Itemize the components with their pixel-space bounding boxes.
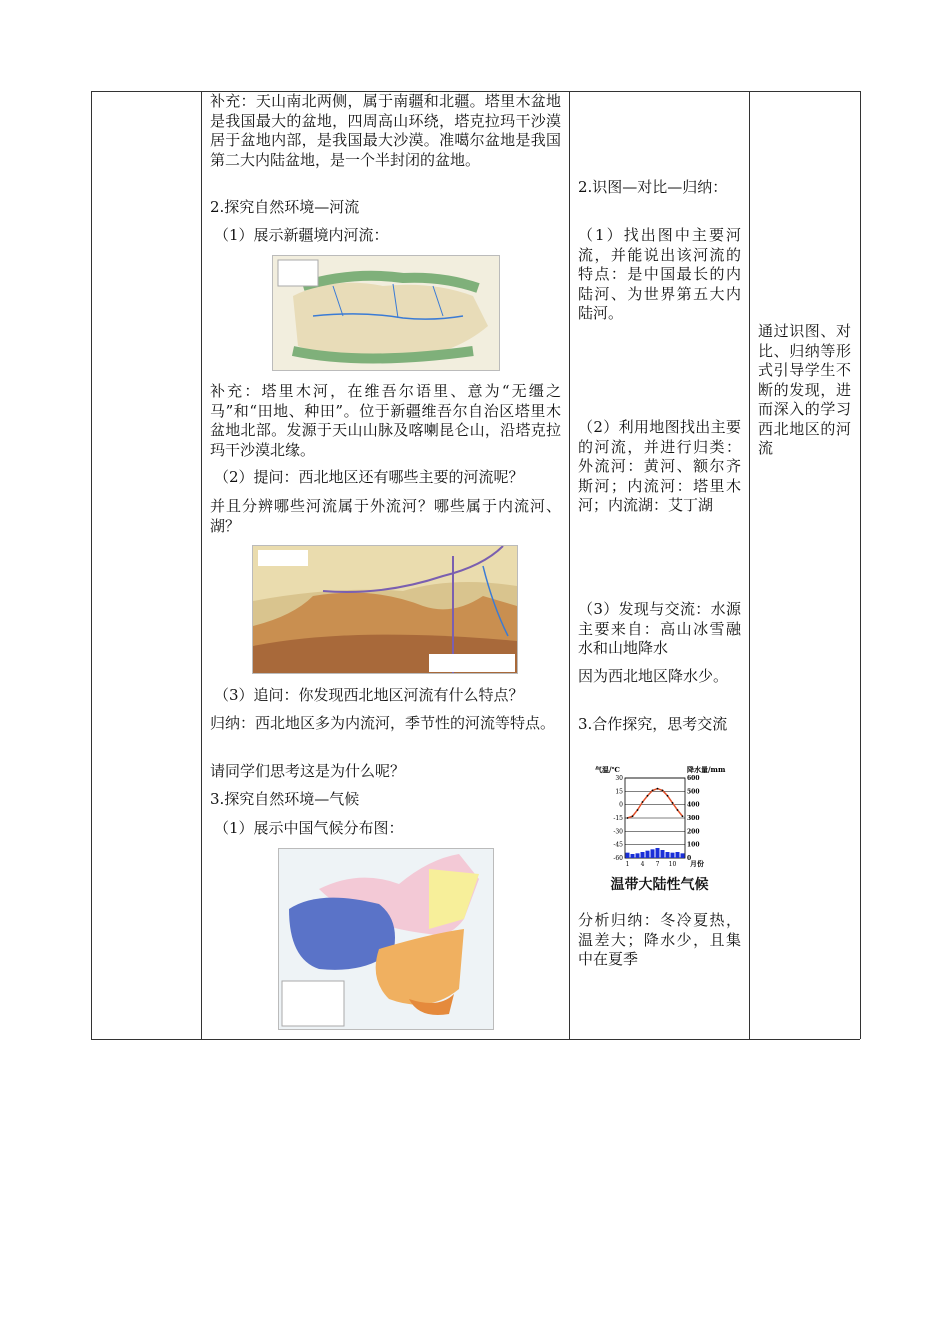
precip-bar — [666, 852, 670, 858]
map-graphic — [253, 546, 517, 673]
northwest-terrain-map — [252, 545, 518, 674]
supplement-tarim-river: 补充：塔里木河，在维吾尔语里、意为“无缰之马”和“田地、种田”。位于新疆维吾尔自治区塔里木盆地北部。发源于天山山脉及喀喇昆仑山，沿塔克拉玛干沙漠北缘。 — [210, 382, 561, 459]
activity-cooperate: 3.合作探究，思考交流 — [578, 715, 728, 733]
table-border — [91, 91, 92, 1039]
precip-bar — [646, 851, 650, 858]
temperature-point — [632, 815, 634, 817]
precip-bar — [656, 848, 660, 858]
y-right-tick: 100 — [687, 841, 700, 849]
design-purpose: 通过识图、对比、归纳等形式引导学生不断的发现，进而深入的学习西北地区的河流 — [758, 322, 851, 457]
x-tick: 7 — [655, 861, 660, 868]
precip-bar — [651, 849, 655, 858]
table-border — [201, 91, 202, 1039]
precip-bar — [641, 852, 645, 858]
temperature-point — [647, 795, 649, 797]
y-right-tick: 0 — [687, 855, 692, 862]
precip-bar — [681, 853, 685, 858]
map-graphic — [279, 849, 493, 1029]
y-right-tick: 300 — [687, 815, 700, 822]
y-left-tick: -30 — [613, 828, 623, 836]
chart-title: 温带大陆性气候 — [610, 877, 709, 893]
y-left-tick: 30 — [615, 775, 623, 782]
question-other-rivers: （2）提问：西北地区还有哪些主要的河流呢？ — [214, 468, 524, 486]
precip-bar — [661, 850, 665, 858]
y-right-tick: 200 — [687, 828, 700, 836]
x-tick: 1 — [625, 861, 630, 868]
table-border — [749, 91, 750, 1039]
y-left-tick: -60 — [613, 855, 623, 862]
temperature-point — [662, 790, 664, 792]
prompt-think: 请同学们思考这是为什么呢？ — [210, 762, 406, 780]
activity-classify-rivers: （2）利用地图找出主要的河流，并进行归类：外流河：黄河、额尔齐斯河；内流河：塔里木河；内流湖：艾丁湖 — [578, 418, 741, 514]
y-right-tick: 400 — [687, 801, 700, 809]
temperature-point — [627, 817, 629, 819]
temperature-point — [672, 802, 674, 804]
supplement-tianshan: 补充：天山南北两侧，属于南疆和北疆。塔里木盆地是我国最大的盆地，四周高山环绕，塔克拉玛干沙漠居于盆地内部，是我国最大沙漠。准噶尔盆地是我国第二大内陆盆地，是一个半封闭的盆地。 — [210, 92, 561, 169]
activity-analysis: 分析归纳：冬冷夏热，温差大；降水少，且集中在夏季 — [578, 911, 741, 968]
activity-water-source: （3）发现与交流：水源主要来自：高山冰雪融水和山地降水 — [578, 600, 741, 657]
y-left-tick: -45 — [613, 841, 623, 849]
section-rivers-heading: 2.探究自然环境—河流 — [210, 198, 360, 216]
table-border-bottom — [91, 1039, 860, 1040]
temperature-point — [652, 790, 654, 792]
table-border — [569, 91, 570, 1039]
x-label: 月份 — [690, 859, 704, 868]
temperature-point — [637, 809, 639, 811]
y-left-tick: 15 — [615, 788, 623, 796]
temperature-point — [642, 801, 644, 803]
y-left-label: 气温/℃ — [595, 765, 620, 774]
activity-find-river: （1）找出图中主要河流，并能说出该河流的特点：是中国最长的内陆河、为世界第五大内陆河。 — [578, 226, 741, 322]
temperature-point — [682, 815, 684, 817]
y-left-tick: -15 — [613, 815, 623, 822]
china-climate-map — [278, 848, 494, 1030]
map-graphic — [273, 256, 499, 370]
temperature-point — [657, 788, 659, 790]
summary-rivers: 归纳：西北地区多为内流河，季节性的河流等特点。 — [210, 714, 556, 732]
step-show-climate: （1）展示中国气候分布图： — [214, 819, 404, 837]
activity-reason: 因为西北地区降水少。 — [578, 667, 729, 685]
table-border — [860, 91, 861, 1039]
x-tick: 10 — [668, 861, 677, 868]
xinjiang-rivers-map — [272, 255, 500, 371]
precip-bar — [626, 853, 630, 858]
temperature-point — [677, 809, 679, 811]
section-climate-heading: 3.探究自然环境—气候 — [210, 790, 360, 808]
y-left-tick: 0 — [619, 801, 623, 809]
temperature-line — [628, 789, 683, 818]
climate-chart — [595, 762, 740, 872]
y-right-label: 降水量/mm — [687, 765, 726, 774]
activity-identify: 2.识图—对比—归纳： — [578, 178, 728, 196]
precip-bar — [676, 852, 680, 858]
question-river-types: 并且分辨哪些河流属于外流河？哪些属于内流河、湖？ — [210, 497, 561, 535]
y-right-tick: 600 — [687, 775, 700, 782]
precip-bar — [636, 853, 640, 858]
precip-bar — [631, 854, 635, 858]
question-river-features: （3）追问：你发现西北地区河流有什么特点？ — [214, 686, 524, 704]
step-show-rivers: （1）展示新疆境内河流： — [214, 226, 389, 244]
y-right-tick: 500 — [687, 788, 700, 796]
precip-bar — [671, 853, 675, 858]
temperature-point — [667, 795, 669, 797]
x-tick: 4 — [640, 861, 645, 868]
